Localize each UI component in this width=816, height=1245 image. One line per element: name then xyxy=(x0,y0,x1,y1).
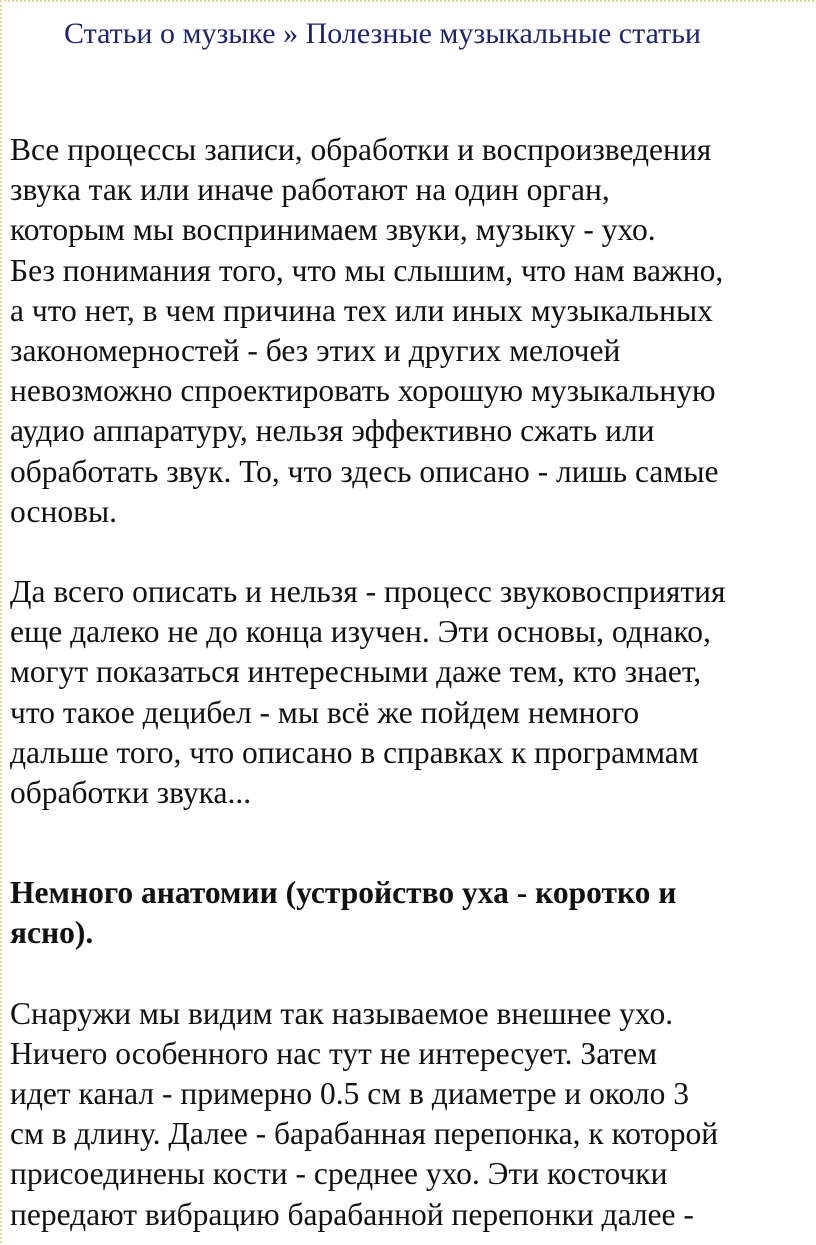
text-line: Да всего описать и нельзя - процесс звуковосприятия xyxy=(10,574,726,610)
text-line: Все процессы записи, обработки и воспроизведения xyxy=(10,132,712,167)
text-line: могут показаться интересными даже тем, кто знает, xyxy=(10,654,702,690)
text-line: идет канал - примерно 0.5 см в диаметре и около 3 xyxy=(10,1076,689,1112)
breadcrumb-link-music-articles[interactable]: Статьи о музыке xyxy=(64,17,276,50)
breadcrumb xyxy=(10,0,810,54)
text-line: Снаружи мы видим так называемое внешнее ухо. xyxy=(10,995,674,1031)
text-line: см в длину. Далее - барабанная перепонка, к которой xyxy=(10,1116,719,1152)
text-line: а что нет, в чем причина тех или иных музыкальных xyxy=(10,292,713,328)
text-line: обработать звук. То, что здесь описано - лишь самые xyxy=(10,453,719,489)
paragraph-anatomy xyxy=(10,994,810,1235)
text-line: Без понимания того, что мы слышим, что нам важно, xyxy=(10,252,724,288)
text-line: Ничего особенного нас тут не интересует. Затем xyxy=(10,1035,658,1071)
text-line: передают вибрацию барабанной перепонки далее - xyxy=(10,1196,694,1232)
breadcrumb-separator: » xyxy=(283,17,299,50)
breadcrumb-link-useful-articles[interactable]: Полезные музыкальные статьи xyxy=(305,17,701,50)
paragraph-second xyxy=(10,572,810,813)
text-line: основы. xyxy=(10,493,118,529)
text-line: закономерностей - без этих и других мелочей xyxy=(10,333,621,369)
section-heading xyxy=(10,873,810,953)
text-line: обработки звука... xyxy=(10,775,252,811)
text-line: звука так или иначе работают на один орган, xyxy=(10,172,610,208)
text-line: присоединены кости - среднее ухо. Эти косточки xyxy=(10,1156,668,1192)
text-line: которым мы воспринимаем звуки, музыку - ухо. xyxy=(10,212,656,248)
heading-line: Немного анатомии (устройство уха - коротко и xyxy=(10,875,677,911)
text-line: невозможно спроектировать хорошую музыкальную xyxy=(10,373,716,409)
paragraph-intro xyxy=(10,130,810,532)
text-line: аудио аппаратуру, нельзя эффективно сжать или xyxy=(10,413,655,449)
article-content xyxy=(10,0,810,1235)
text-line: еще далеко не до конца изучен. Эти основы, однако, xyxy=(10,614,711,650)
text-line: дальше того, что описано в справках к программам xyxy=(10,734,699,770)
heading-line: ясно). xyxy=(10,915,94,951)
text-line: что такое децибел - мы всё же пойдем немного xyxy=(10,694,640,730)
